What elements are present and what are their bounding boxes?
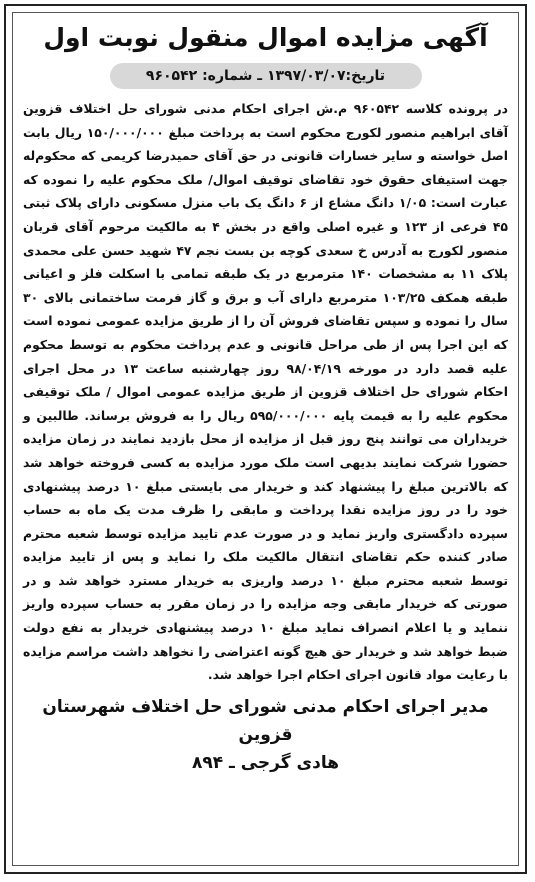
signature-block — [23, 693, 508, 777]
signature-name: هادی گرجی ـ ۸۹۴ — [191, 752, 340, 773]
notice-frame — [4, 4, 527, 874]
notice-title: آگهی مزایده اموال منقول نوبت اول — [43, 23, 488, 52]
date-number-line: تاریخ:۱۳۹۷/۰۳/۰۷ ـ شماره: ۹۶۰۵۴۲ — [110, 63, 422, 89]
signature-office: مدیر اجرای احکام مدنی شورای حل اختلاف شهرستان قزوین — [42, 696, 489, 745]
notice-content — [12, 12, 519, 866]
notice-body: در پرونده کلاسه ۹۶۰۵۴۲ م.ش اجرای احکام مدنی شورای حل اختلاف قزوین آقای ابراهیم منصور لکورج محکوم است به پرداخت مبلغ ۱۵۰/۰۰۰/۰۰۰ ریال بابت اصل خواسته و سایر خسارات قانونی در حق آقای حمیدرضا کریمی که محکوم‌له جهت استیفای حقوق خود تقاضای توقیف اموال/ ملک محکوم علیه را نموده که عبارت است: ۱/۰۵ دانگ مشاع از ۶ دانگ یک باب منزل مسکونی دارای پلاک ثبتی ۴۵ فرعی از ۱۲۳ و غیره اصلی واقع در بخش ۴ به مالکیت مرحوم آقای قربان منصور لکورج به آدرس خ سعدی کوچه بن بست نجم ۴۷ شهید حسن علی محمدی پلاک ۱۱ به مشخصات ۱۴۰ مترمربع در یک طبقه تمامی با اسکلت فلز و اعیانی طبقه همکف ۱۰۳/۲۵ مترمربع دارای آب و برق و گاز فرمت ساختمانی بالای ۳۰ سال را نموده و سپس تقاضای فروش آن را از طریق مزایده عمومی نموده است که این اجرا پس از طی مراحل قانونی و عدم پرداخت محکوم به توسط محکوم علیه قصد دارد در مورخه ۹۸/۰۴/۱۹ روز چهارشنبه ساعت ۱۳ در محل اجرای احکام شورای حل اختلاف قزوین از طریق مزایده عمومی اموال / ملک توقیفی محکوم علیه را به قیمت پایه ۵۹۵/۰۰۰/۰۰۰ ریال را به فروش برساند. طالبین و خریداران می توانند پنج روز قبل از مزایده از محل بازدید نمایند در زمان مزایده حضورا شرکت نمایند بدیهی است ملک مورد مزایده به کسی فروخته خواهد شد که بالاترین مبلغ را پیشنهاد کند و خریدار می بایستی مبلغ ۱۰ درصد پیشنهادی خود را در روز مزایده نقدا پرداخت و مابقی را ظرف مدت یک ماه به حساب سپرده دادگستری واریز نماید و در صورت عدم تایید مزایده توسط شعبه محترم صادر کننده حکم تقاضای انتقال مالکیت ملک را نماید و پس از تایید مزایده توسط شعبه محترم مبلغ ۱۰ درصد واریزی به خریدار مسترد خواهد شد و در صورتی که خریدار مابقی وجه مزایده را در زمان مقرر به حساب سپرده واریز ننماید و یا اعلام انصراف نماید مبلغ ۱۰ درصد پیشنهادی خریدار به نفع دولت ضبط خواهد شد و خریدار حق هیچ گونه اعتراضی را نخواهد داشت مراسم مزایده با رعایت مواد قانون اجرای احکام اجرا خواهد شد. — [23, 101, 509, 683]
